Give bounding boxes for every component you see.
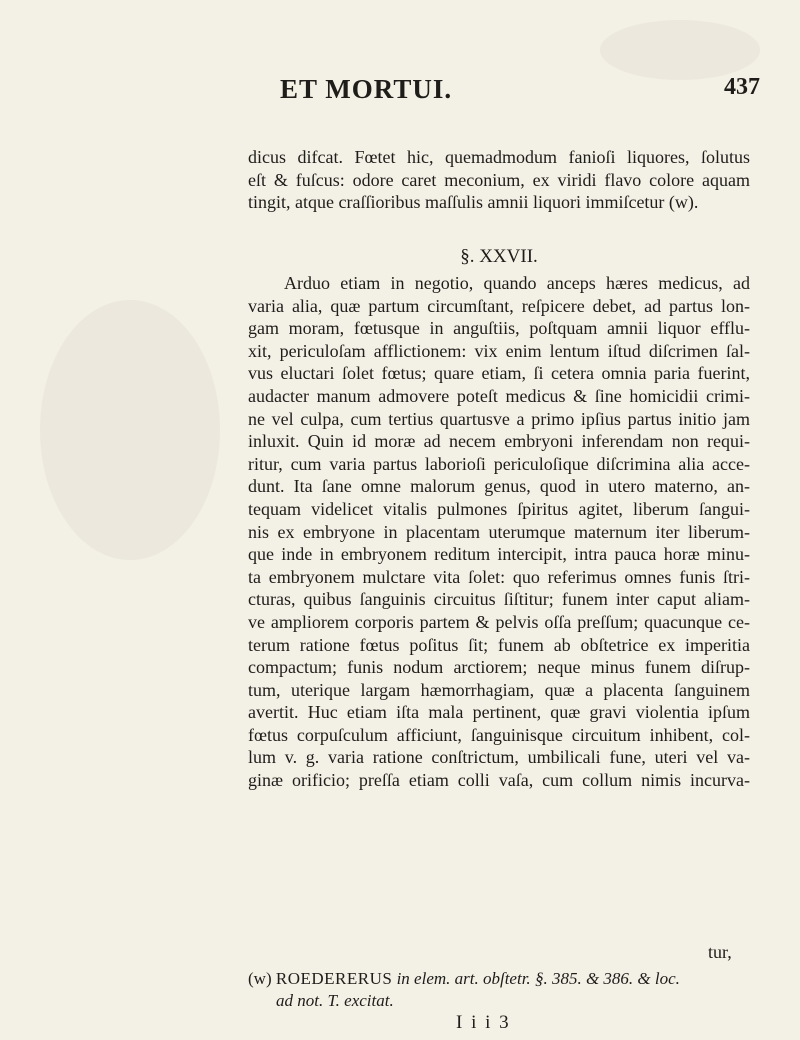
paragraph-2 — [248, 272, 750, 792]
text-line: audacter manum admovere poteſt medicus & ſine homicidii crimi- — [248, 385, 750, 406]
text-line: avertit. Huc etiam iſta mala pertinent, quæ gravi violentia ipſum — [248, 702, 750, 723]
text-line: que inde in embryonem reditum intercipit, intra pauca horæ minu- — [248, 544, 750, 565]
footnote-author: ROEDERERUS — [275, 969, 393, 988]
page-number: 437 — [724, 74, 760, 100]
text-line: terum ratione fœtus poſitus ſit; funem ab obſtetrice ex imperitia — [248, 634, 750, 655]
text-line: cturas, quibus ſanguinis circuitus ſiſtitur; funem inter caput aliam- — [248, 589, 750, 610]
text-line: ginæ orificio; preſſa etiam colli vaſa, cum collum nimis incurva- — [248, 770, 750, 791]
paper-stain — [40, 300, 220, 560]
text-line: varia alia, quæ partum circumſtant, reſpicere debet, ad partus lon- — [248, 295, 750, 316]
footnote-line-1 — [248, 968, 750, 990]
text-line: lum v. g. varia ratione conſtrictum, umbilicali fune, uteri vel va- — [248, 747, 750, 768]
text-line: inluxit. Quin id moræ ad necem embryoni inferendam non requi- — [248, 431, 750, 452]
text-line: ve ampliorem corporis partem & pelvis oſſa preſſum; quacunque ce- — [248, 611, 750, 632]
text-line: gam moram, fœtusque in anguſtiis, poſtquam amnii liquor efflu- — [248, 318, 750, 339]
footnote-line-2: ad not. T. excitat. — [276, 991, 394, 1010]
signature-mark: I i i 3 — [456, 1012, 511, 1033]
text-line: dunt. Ita ſane omne malorum genus, quod in utero materno, an- — [248, 476, 750, 497]
text-line: Arduo etiam in negotio, quando anceps hæres medicus, ad — [284, 273, 750, 293]
page-header — [240, 74, 760, 114]
text-line: eſt & fuſcus: odore caret meconium, ex viridi flavo colore aquam — [248, 169, 750, 190]
text-line: tequam videlicet vitalis pulmones ſpiritus agitet, liberum ſangui- — [248, 498, 750, 519]
paragraph-1 — [248, 146, 750, 214]
section-heading: §. XXVII. — [460, 246, 538, 267]
text-line: tum, uterique largam hæmorrhagiam, quæ a placenta ſanguinem — [248, 679, 750, 700]
text-line: tingit, atque craſſioribus maſſulis amnii liquori immiſcetur (w). — [248, 192, 699, 213]
text-line: compactum; funis nodum arctiorem; neque minus funem diſrup- — [248, 657, 750, 678]
text-line: nis ex embryone in placentam uterumque maternum iter liberum- — [248, 521, 750, 542]
text-line: vus eluctari ſolet fœtus; quare etiam, ſi cetera omnia paria fuerint, — [248, 363, 750, 384]
footnote-mark: (w) — [248, 969, 272, 988]
text-line: ta embryonem mulctare vita ſolet: quo referimus omnes funis ſtri- — [248, 566, 750, 587]
footnote — [248, 968, 750, 1012]
text-line: ritur, cum varia partus laborioſi periculoſique diſcrimina alia acce- — [248, 453, 750, 474]
text-line: fœtus corpuſculum afficiunt, ſanguinisque circuitum inhibent, col- — [248, 724, 750, 745]
text-line: dicus difcat. Fœtet hic, quemadmodum fanioſi liquores, ſolutus — [248, 147, 750, 167]
text-line: xit, periculoſam afflictionem: vix enim lentum iſtud diſcrimen ſal- — [248, 340, 750, 361]
catchword: tur, — [708, 942, 732, 962]
text-line: ne vel culpa, cum tertius quartusve a primo ipſius partus initio jam — [248, 408, 750, 429]
footnote-reference: §. 385. & 386. & loc. — [534, 969, 680, 988]
running-head: ET MORTUI. — [280, 74, 453, 104]
footnote-work: in elem. art. obſtetr. — [396, 969, 531, 988]
paper-stain — [600, 20, 760, 80]
